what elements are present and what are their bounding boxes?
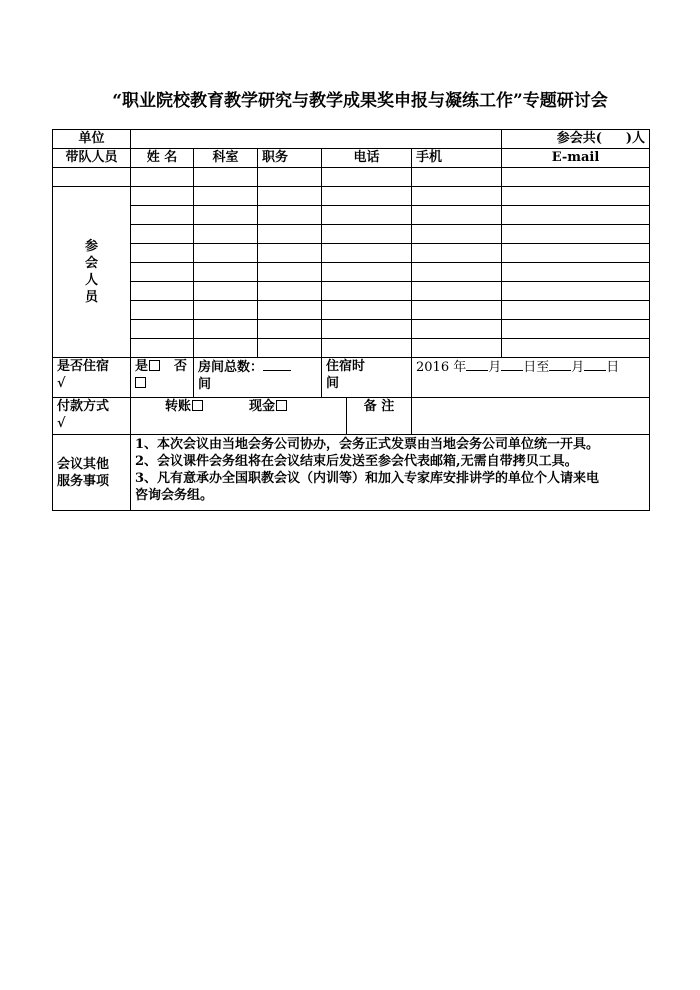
participant-phone-input[interactable]: [322, 320, 412, 339]
participant-phone-input[interactable]: [322, 225, 412, 244]
rooms-count-blank[interactable]: [263, 358, 291, 371]
service-note: 1、本次会议由当地会务公司协办，会务正式发票由当地会务公司单位统一开具。: [135, 437, 600, 452]
rooms-cell[interactable]: [194, 358, 322, 398]
leader-label: 带队人员: [53, 149, 131, 168]
participant-mobile-input[interactable]: [412, 320, 502, 339]
participant-department-input[interactable]: [194, 339, 258, 358]
participant-department-input[interactable]: [194, 225, 258, 244]
participant-row: [53, 339, 650, 358]
participant-department-input[interactable]: [194, 320, 258, 339]
participant-mobile-input[interactable]: [412, 187, 502, 206]
unit-row: [53, 130, 650, 149]
participant-email-input[interactable]: [502, 244, 650, 263]
participant-department-input[interactable]: [194, 187, 258, 206]
participant-row: [53, 282, 650, 301]
participant-row: [53, 225, 650, 244]
lodging-row: [53, 358, 650, 398]
participant-position-input[interactable]: [258, 187, 322, 206]
services-notes: [131, 435, 650, 511]
participant-mobile-input[interactable]: [412, 244, 502, 263]
leader-name-input[interactable]: [131, 168, 194, 187]
lodging-no-checkbox[interactable]: [135, 377, 146, 388]
participant-mobile-input[interactable]: [412, 225, 502, 244]
participant-position-input[interactable]: [258, 301, 322, 320]
rooms-label: 房间总数：: [198, 360, 264, 375]
cash-label: 现金: [249, 399, 276, 414]
participant-row: [53, 301, 650, 320]
end-day-blank[interactable]: [584, 358, 606, 371]
participant-department-input[interactable]: [194, 301, 258, 320]
remarks-label: 备 注: [347, 398, 412, 435]
participant-mobile-input[interactable]: [412, 339, 502, 358]
participant-row: [53, 320, 650, 339]
participant-name-input[interactable]: [131, 320, 194, 339]
unit-input-cell[interactable]: [131, 130, 502, 149]
participant-mobile-input[interactable]: [412, 263, 502, 282]
registration-form: [52, 129, 650, 511]
transfer-checkbox[interactable]: [192, 400, 203, 411]
participant-row: [53, 187, 650, 206]
start-month-blank[interactable]: [466, 358, 488, 371]
col-department: 科室: [194, 149, 258, 168]
participant-phone-input[interactable]: [322, 301, 412, 320]
leader-email-input[interactable]: [502, 168, 650, 187]
participant-position-input[interactable]: [258, 282, 322, 301]
services-row: [53, 435, 650, 511]
lodging-no-label: 否: [174, 359, 188, 374]
lodging-yes-label: 是: [135, 359, 149, 374]
participant-mobile-input[interactable]: [412, 206, 502, 225]
participant-mobile-input[interactable]: [412, 301, 502, 320]
payment-options-cell: [131, 398, 347, 435]
leader-department-input[interactable]: [194, 168, 258, 187]
participant-mobile-input[interactable]: [412, 282, 502, 301]
payment-label: 付款方式 √: [53, 398, 131, 435]
participant-name-input[interactable]: [131, 263, 194, 282]
attendee-count-cell[interactable]: [502, 130, 650, 149]
end-month-blank[interactable]: [549, 358, 571, 371]
participant-name-input[interactable]: [131, 187, 194, 206]
participant-department-input[interactable]: [194, 244, 258, 263]
attendee-count-prefix: 参会共(: [556, 131, 602, 146]
participant-phone-input[interactable]: [322, 263, 412, 282]
form-title: “职业院校教育教学研究与教学成果奖申报与凝练工作”专题研讨会: [112, 91, 608, 111]
lodging-date-cell[interactable]: 2016 年 月 日至 月 日: [412, 358, 650, 398]
participant-department-input[interactable]: [194, 282, 258, 301]
participant-row: [53, 206, 650, 225]
participant-email-input[interactable]: [502, 225, 650, 244]
participant-position-input[interactable]: [258, 263, 322, 282]
participant-phone-input[interactable]: [322, 282, 412, 301]
participant-phone-input[interactable]: [322, 244, 412, 263]
service-note: 咨询会务组。: [135, 488, 214, 503]
col-email: E-mail: [502, 149, 650, 168]
lodging-choice-cell: [131, 358, 194, 398]
col-name: 姓 名: [131, 149, 194, 168]
participant-email-input[interactable]: [502, 320, 650, 339]
participant-position-input[interactable]: [258, 339, 322, 358]
cash-checkbox[interactable]: [276, 400, 287, 411]
rooms-unit: 间: [198, 377, 212, 392]
participant-position-input[interactable]: [258, 320, 322, 339]
participant-name-input[interactable]: [131, 206, 194, 225]
participant-name-input[interactable]: [131, 282, 194, 301]
service-note: 2、会议课件会务组将在会议结束后发送至参会代表邮箱,无需自带拷贝工具。: [135, 454, 578, 469]
participant-email-input[interactable]: [502, 187, 650, 206]
participant-phone-input[interactable]: [322, 187, 412, 206]
leader-mobile-input[interactable]: [412, 168, 502, 187]
col-position: 职务: [258, 149, 322, 168]
participant-position-input[interactable]: [258, 225, 322, 244]
participant-email-input[interactable]: [502, 339, 650, 358]
participant-name-input[interactable]: [131, 225, 194, 244]
payment-row: [53, 398, 650, 435]
remarks-input[interactable]: [412, 398, 650, 435]
participant-department-input[interactable]: [194, 206, 258, 225]
participant-position-input[interactable]: [258, 206, 322, 225]
participant-email-input[interactable]: [502, 301, 650, 320]
participant-email-input[interactable]: [502, 206, 650, 225]
participant-email-input[interactable]: [502, 282, 650, 301]
leader-empty-cell: [53, 168, 131, 187]
start-day-blank[interactable]: [501, 358, 523, 371]
participant-department-input[interactable]: [194, 263, 258, 282]
attendee-count-suffix: )人: [625, 131, 645, 146]
participant-row: [53, 244, 650, 263]
participant-name-input[interactable]: [131, 244, 194, 263]
participant-phone-input[interactable]: [322, 206, 412, 225]
leader-data-row: [53, 168, 650, 187]
participant-row: [53, 263, 650, 282]
unit-label: 单位: [53, 130, 131, 149]
transfer-label: 转账: [165, 399, 192, 414]
col-mobile: 手机: [412, 149, 502, 168]
participants-label: 参 会 人 员: [53, 187, 131, 358]
lodging-yes-checkbox[interactable]: [149, 360, 160, 371]
leader-phone-input[interactable]: [322, 168, 412, 187]
participant-email-input[interactable]: [502, 263, 650, 282]
participant-name-input[interactable]: [131, 339, 194, 358]
lodging-label: 是否住宿 √: [53, 358, 131, 398]
service-note: 3、凡有意承办全国职教会议（内训等）和加入专家库安排讲学的单位个人请来电: [135, 471, 600, 486]
leader-position-input[interactable]: [258, 168, 322, 187]
participant-position-input[interactable]: [258, 244, 322, 263]
col-phone: 电话: [322, 149, 412, 168]
participant-phone-input[interactable]: [322, 339, 412, 358]
services-label: 会议其他 服务事项: [53, 435, 131, 511]
leader-header-row: [53, 149, 650, 168]
lodging-time-label: 住宿时 间: [322, 358, 412, 398]
lodging-year: 2016 年: [416, 360, 467, 375]
participant-name-input[interactable]: [131, 301, 194, 320]
